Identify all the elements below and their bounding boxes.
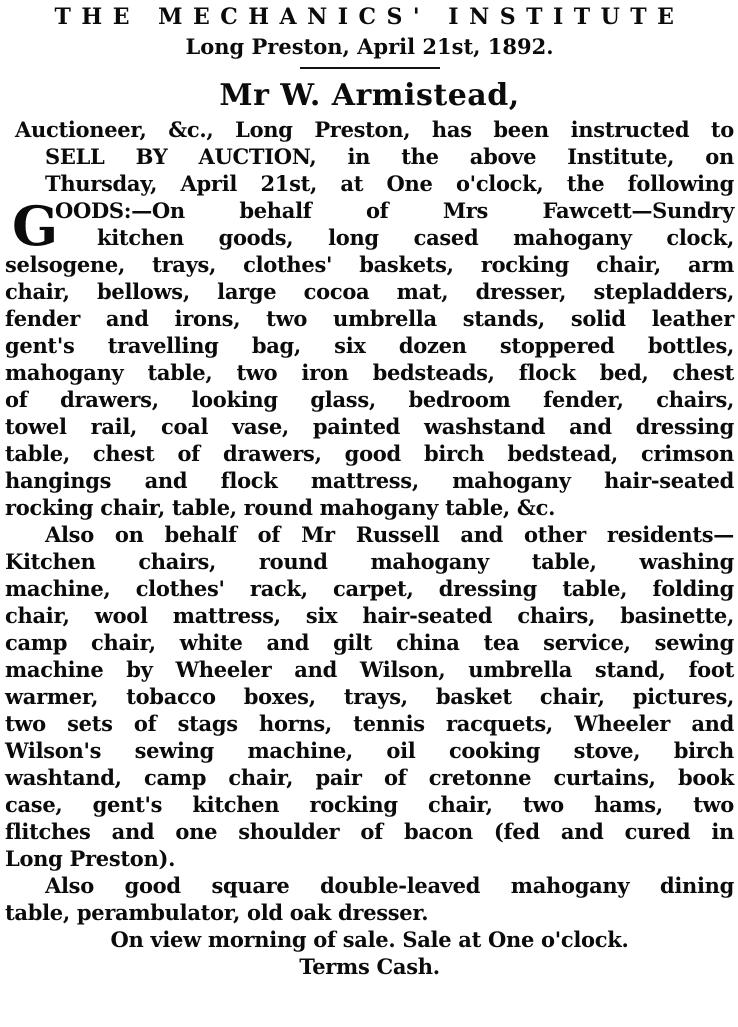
goods-line: selsogene, trays, clothes' baskets, rocking chair, arm <box>5 252 734 277</box>
russell-line: Kitchen chairs, round mahogany table, washing <box>5 549 734 574</box>
notice-heading: THE MECHANICS' INSTITUTE <box>54 4 685 30</box>
notice-body <box>5 116 734 980</box>
russell-line: machine by Wheeler and Wilson, umbrella stand, foot <box>5 657 734 682</box>
russell-line: machine, clothes' rack, carpet, dressing table, folding <box>5 576 734 601</box>
russell-line: warmer, tobacco boxes, trays, basket chair, pictures, <box>5 684 734 709</box>
divider-rule <box>300 67 440 69</box>
russell-line: Also on behalf of Mr Russell and other residents— <box>45 522 734 547</box>
russell-line: two sets of stags horns, tennis racquets, Wheeler and <box>5 711 734 736</box>
on-view-line: On view morning of sale. Sale at One o'clock. <box>110 927 629 952</box>
russell-line: Long Preston). <box>5 846 176 871</box>
goods-line: rocking chair, table, round mahogany table, &c. <box>5 495 556 520</box>
goods-line: kitchen goods, long cased mahogany clock, <box>97 225 734 250</box>
goods-line: OODS:—On behalf of Mrs Fawcett—Sundry <box>55 198 734 223</box>
goods-line: hangings and flock mattress, mahogany hair-seated <box>5 468 734 493</box>
russell-line: camp chair, white and gilt china tea service, sewing <box>5 630 734 655</box>
also-line: table, perambulator, old oak dresser. <box>5 900 429 925</box>
goods-paragraph <box>5 194 734 258</box>
russell-line: Wilson's sewing machine, oil cooking stove, birch <box>5 738 734 763</box>
russell-line: chair, wool mattress, six hair-seated chairs, basinette, <box>5 603 734 628</box>
intro-line: Thursday, April 21st, at One o'clock, the following <box>45 171 734 196</box>
goods-line: chair, bellows, large cocoa mat, dresser, stepladders, <box>5 279 734 304</box>
russell-line: case, gent's kitchen rocking chair, two hams, two <box>5 792 734 817</box>
russell-line: washtand, camp chair, pair of cretonne curtains, book <box>5 765 734 790</box>
drop-cap: G <box>12 194 58 258</box>
intro-line: SELL BY AUCTION, in the above Institute, on <box>45 144 734 169</box>
also-line: Also good square double-leaved mahogany dining <box>45 873 734 898</box>
russell-line: flitches and one shoulder of bacon (fed and cured in <box>5 819 734 844</box>
goods-line: of drawers, looking glass, bedroom fender, chairs, <box>5 387 734 412</box>
auctioneer-name: Mr W. Armistead, <box>219 78 520 113</box>
goods-line: fender and irons, two umbrella stands, solid leather <box>5 306 734 331</box>
goods-line: gent's travelling bag, six dozen stoppered bottles, <box>5 333 734 358</box>
goods-line: towel rail, coal vase, painted washstand and dressing <box>5 414 734 439</box>
terms-line: Terms Cash. <box>299 954 440 979</box>
goods-line: mahogany table, two iron bedsteads, flock bed, chest <box>5 360 734 385</box>
place-date: Long Preston, April 21st, 1892. <box>185 34 554 59</box>
intro-line: Auctioneer, &c., Long Preston, has been instructed to <box>15 117 734 142</box>
goods-line: table, chest of drawers, good birch bedstead, crimson <box>5 441 734 466</box>
